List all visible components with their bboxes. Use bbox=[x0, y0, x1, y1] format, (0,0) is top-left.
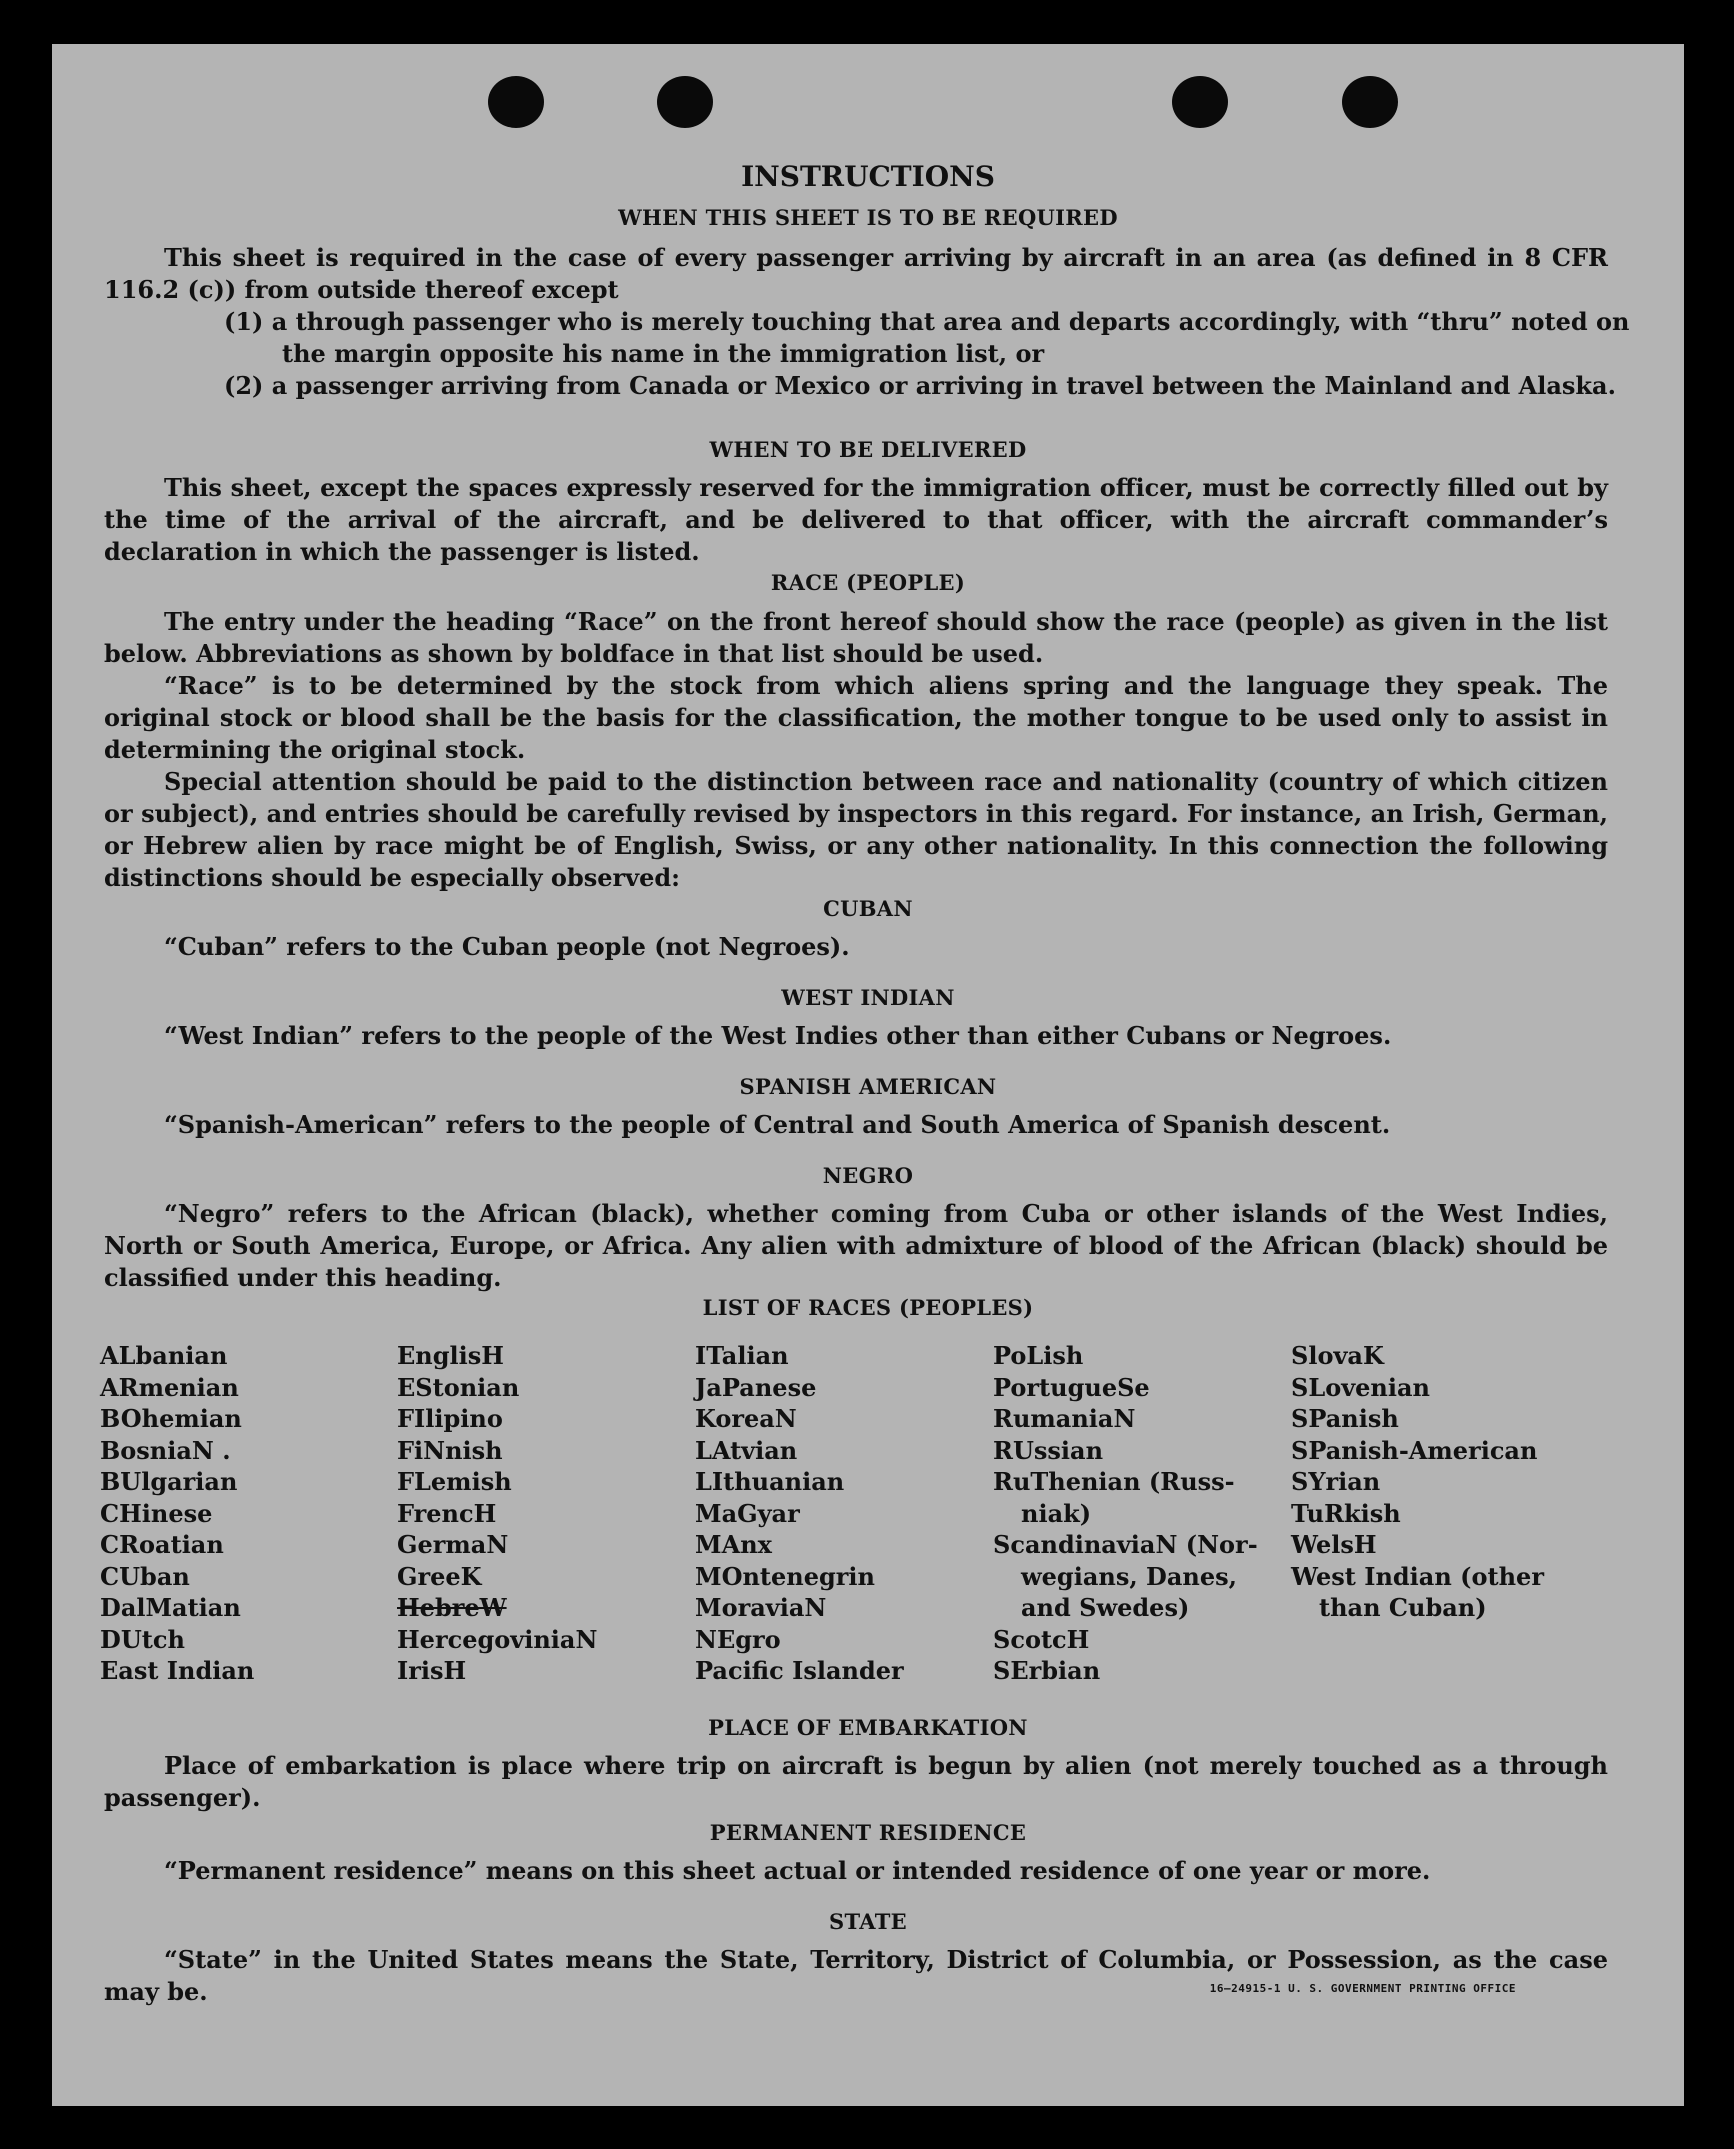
race-item: ALbanian bbox=[100, 1341, 228, 1370]
when-required-text: This sheet is required in the case of every passenger arriving by aircraft in an area (as defined in 8 CFR 116.2 (c)) from outside thereof except bbox=[104, 243, 1608, 304]
punch-hole bbox=[1172, 76, 1228, 128]
punch-hole bbox=[1342, 76, 1398, 128]
section-heading-list-of-races: LIST OF RACES (PEOPLES) bbox=[702, 1295, 1034, 1320]
section-heading-west-indian: WEST INDIAN bbox=[781, 985, 955, 1010]
negro-text: “Negro” refers to the African (black), whether coming from Cuba or other islands of the West Indies, North or South America, Europe, or Africa. Any alien with admixture of blood of the African (black) should be classified under this heading. bbox=[104, 1199, 1608, 1292]
race-item: SYrian bbox=[1291, 1467, 1381, 1496]
race-item: TuRkish bbox=[1291, 1498, 1401, 1528]
cuban-text: “Cuban” refers to the Cuban people (not Negroes). bbox=[164, 932, 850, 961]
race-item: EnglisH bbox=[397, 1341, 504, 1370]
race-item: BosniaN . bbox=[100, 1435, 231, 1465]
races-column-1 bbox=[100, 1340, 254, 1687]
race-item: EStonian bbox=[397, 1372, 520, 1402]
section-heading-race: RACE (PEOPLE) bbox=[770, 570, 966, 595]
permanent-residence-text: “Permanent residence” means on this sheet actual or intended residence of one year or more. bbox=[164, 1856, 1431, 1885]
race-item: BOhemian bbox=[100, 1404, 242, 1433]
races-column-4 bbox=[993, 1340, 1258, 1687]
spanish-american-text: “Spanish-American” refers to the people of Central and South America of Spanish descent. bbox=[164, 1110, 1391, 1139]
races-column-3 bbox=[695, 1340, 904, 1687]
section-heading-state: STATE bbox=[829, 1909, 907, 1934]
race-item: SPanish-American bbox=[1291, 1435, 1538, 1465]
race-item: FiNnish bbox=[397, 1435, 503, 1465]
race-item: FrencH bbox=[397, 1498, 497, 1528]
race-item: CUban bbox=[100, 1561, 190, 1591]
race-item: Pacific Islander bbox=[695, 1656, 904, 1685]
race-item: NEgro bbox=[695, 1624, 781, 1654]
race-item: MOntenegrin bbox=[695, 1561, 875, 1591]
section-heading-when-delivered: WHEN TO BE DELIVERED bbox=[709, 437, 1027, 462]
embarkation-text: Place of embarkation is place where trip on aircraft is begun by alien (not merely touched as a through passenger). bbox=[104, 1751, 1608, 1812]
race-item-continued: and Swedes) bbox=[1021, 1593, 1190, 1622]
race-item: FLemish bbox=[397, 1467, 512, 1496]
races-list bbox=[100, 1340, 1640, 1730]
race-paragraph-2: “Race” is to be determined by the stock from which aliens spring and the language they speak. The original stock or blood shall be the basis for the classification, the mother tongue to be used only to assist in determining the original stock. bbox=[104, 671, 1608, 764]
race-item: SLovenian bbox=[1291, 1372, 1430, 1402]
race-item: RumaniaN bbox=[993, 1404, 1136, 1433]
punch-hole bbox=[488, 76, 544, 128]
race-item: East Indian bbox=[100, 1656, 255, 1685]
section-heading-spanish-american: SPANISH AMERICAN bbox=[739, 1074, 997, 1099]
race-item: CHinese bbox=[100, 1498, 213, 1528]
race-item-struck: HebreW bbox=[397, 1593, 507, 1622]
race-item: PoLish bbox=[993, 1341, 1084, 1370]
race-item-continued: than Cuban) bbox=[1319, 1593, 1487, 1622]
race-item: JaPanese bbox=[695, 1372, 817, 1402]
race-paragraph-3: Special attention should be paid to the distinction between race and nationality (country of which citizen or subject), and entries should be carefully revised by inspectors in this regard. For instance, an Irish, German, or Hebrew alien by race might be of English, Swiss, or any other nationality. In this connection the following distinctions should be especially observed: bbox=[104, 767, 1608, 892]
race-item: RuThenian (Russ- bbox=[993, 1467, 1235, 1496]
race-item: MAnx bbox=[695, 1530, 772, 1559]
race-item: IrisH bbox=[397, 1656, 467, 1685]
race-item: HercegoviniaN bbox=[397, 1624, 598, 1654]
section-heading-permanent-residence: PERMANENT RESIDENCE bbox=[709, 1820, 1027, 1845]
state-text: “State” in the United States means the State, Territory, District of Columbia, or Possession, as the case may be. bbox=[104, 1945, 1608, 2006]
race-item: KoreaN bbox=[695, 1404, 797, 1433]
race-item: GermaN bbox=[397, 1530, 509, 1559]
race-item: LIthuanian bbox=[695, 1467, 845, 1496]
race-item: West Indian (other bbox=[1291, 1561, 1544, 1591]
race-item: ScandinaviaN (Nor- bbox=[993, 1530, 1258, 1559]
race-item: MaGyar bbox=[695, 1498, 800, 1528]
section-heading-when-required: WHEN THIS SHEET IS TO BE REQUIRED bbox=[618, 205, 1118, 230]
race-item: DUtch bbox=[100, 1624, 185, 1654]
section-heading-embarkation: PLACE OF EMBARKATION bbox=[708, 1715, 1028, 1740]
race-item: WelsH bbox=[1291, 1530, 1377, 1559]
races-column-5 bbox=[1291, 1340, 1544, 1624]
race-item: BUlgarian bbox=[100, 1467, 238, 1496]
race-item: ScotcH bbox=[993, 1624, 1090, 1654]
race-item: ARmenian bbox=[100, 1372, 239, 1402]
race-item: FIlipino bbox=[397, 1404, 503, 1433]
race-item-continued: wegians, Danes, bbox=[1021, 1561, 1237, 1591]
race-item-continued: niak) bbox=[1021, 1498, 1092, 1528]
race-item: ITalian bbox=[695, 1341, 789, 1370]
race-item: SErbian bbox=[993, 1656, 1101, 1685]
race-item: RUssian bbox=[993, 1435, 1104, 1465]
race-item: SlovaK bbox=[1291, 1341, 1384, 1370]
race-item: PortugueSe bbox=[993, 1372, 1150, 1402]
page-title: INSTRUCTIONS bbox=[741, 160, 995, 193]
exception-item-2: (2) a passenger arriving from Canada or Mexico or arriving in travel between the Mainland and Alaska. bbox=[224, 371, 1616, 400]
punch-hole bbox=[657, 76, 713, 128]
race-item: CRoatian bbox=[100, 1530, 224, 1559]
race-item: LAtvian bbox=[695, 1435, 798, 1465]
printer-imprint: 16—24915-1 U. S. GOVERNMENT PRINTING OFFICE bbox=[1209, 1982, 1516, 1995]
when-delivered-text: This sheet, except the spaces expressly reserved for the immigration officer, must be correctly filled out by the time of the arrival of the aircraft, and be delivered to that officer, with the aircraft commander’s declaration in which the passenger is listed. bbox=[104, 473, 1608, 566]
race-item: MoraviaN bbox=[695, 1593, 827, 1622]
race-item: SPanish bbox=[1291, 1404, 1399, 1433]
section-heading-negro: NEGRO bbox=[822, 1163, 914, 1188]
races-column-2 bbox=[397, 1340, 597, 1687]
instruction-sheet bbox=[52, 44, 1684, 2106]
exception-item-1: (1) a through passenger who is merely touching that area and departs accordingly, with “thru” noted on the margin opposite his name in the immigration list, or bbox=[224, 307, 1630, 368]
race-paragraph-1: The entry under the heading “Race” on the front hereof should show the race (people) as given in the list below. Abbreviations as shown by boldface in that list should be used. bbox=[104, 607, 1608, 668]
west-indian-text: “West Indian” refers to the people of the West Indies other than either Cubans or Negroes. bbox=[164, 1021, 1392, 1050]
section-heading-cuban: CUBAN bbox=[823, 896, 913, 921]
race-item: DalMatian bbox=[100, 1593, 241, 1622]
race-item: GreeK bbox=[397, 1561, 482, 1591]
